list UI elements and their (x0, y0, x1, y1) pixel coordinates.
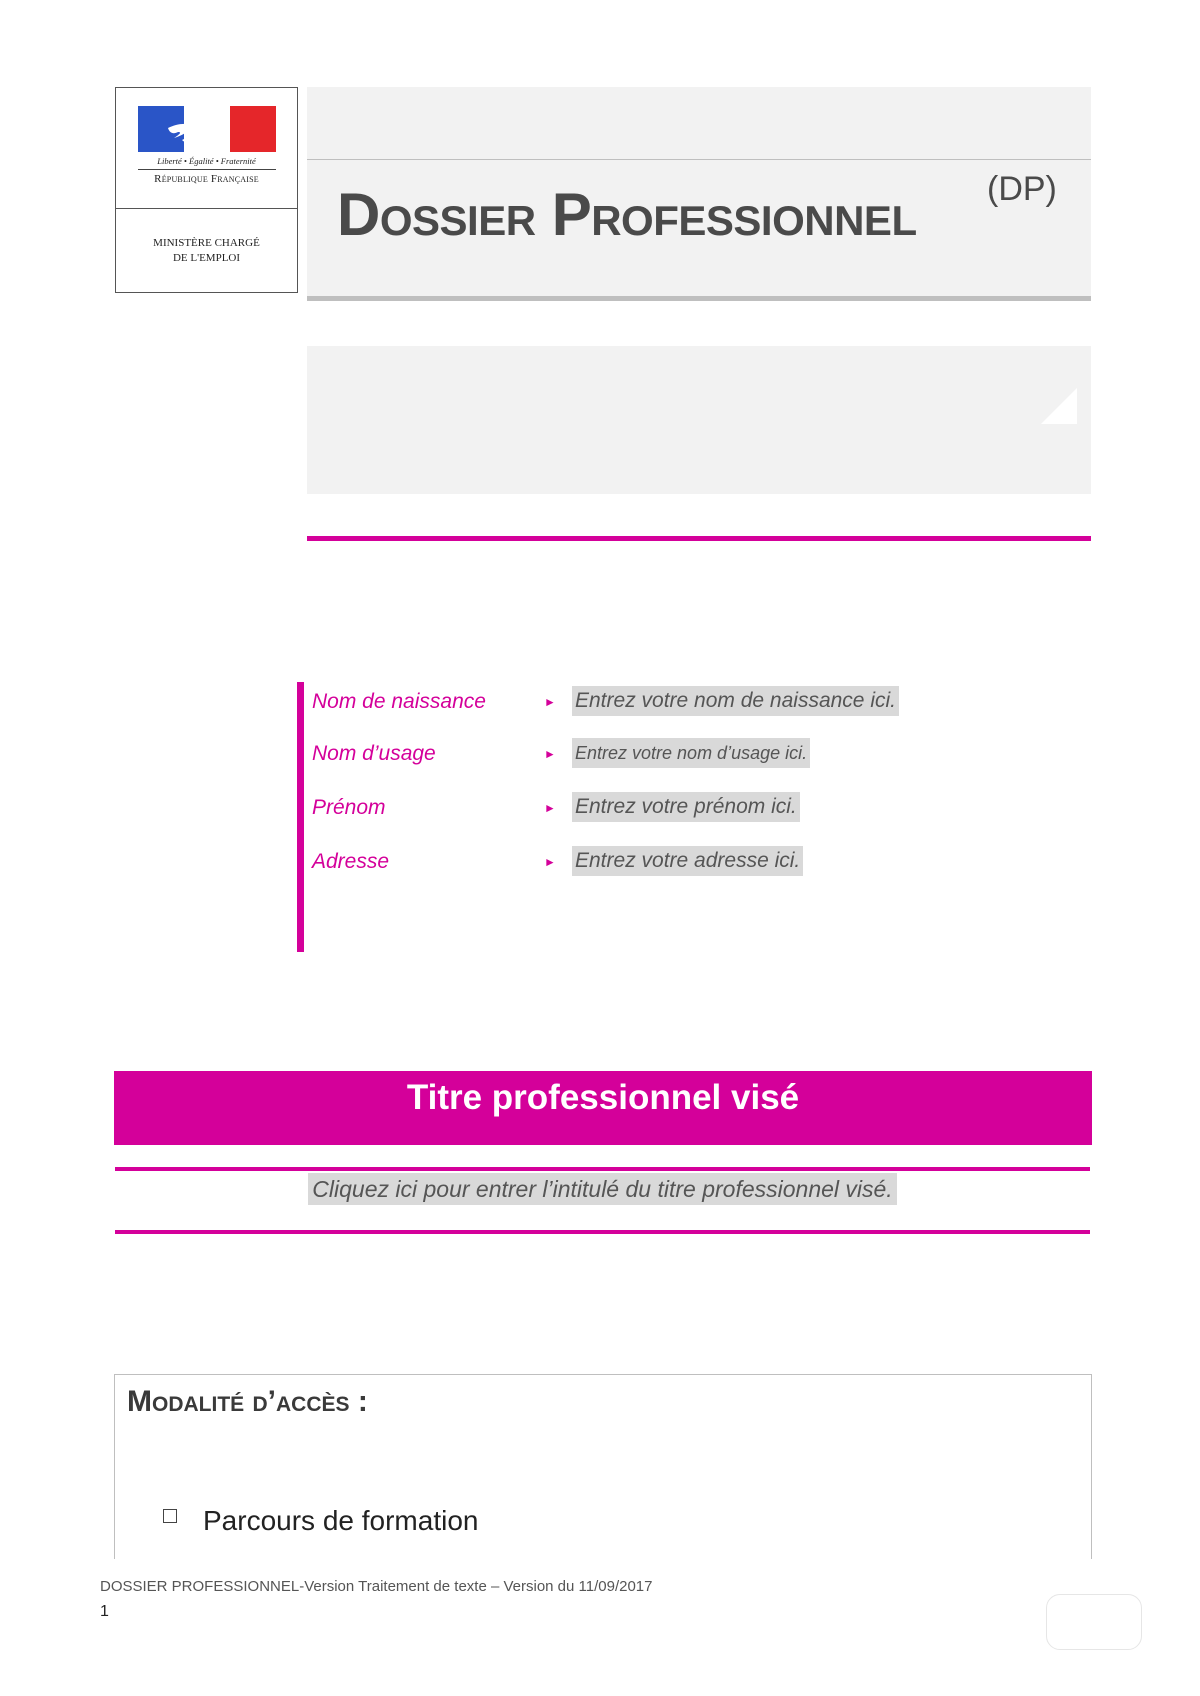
field-label: Nom de naissance (312, 690, 486, 713)
ministry-line-2: DE L'EMPLOI (172, 252, 241, 264)
republique-francaise-logo (115, 87, 298, 293)
adresse-input[interactable]: Entrez votre adresse ici. (572, 846, 803, 876)
arrow-right-icon: ► (544, 855, 556, 869)
parcours-formation-checkbox[interactable] (163, 1509, 177, 1523)
header-top-panel (307, 87, 1091, 160)
document-title-suffix: (DP) (987, 170, 1057, 208)
titre-input-row (115, 1173, 1090, 1205)
header-divider (307, 536, 1091, 541)
republic-motto: Liberté • Égalité • Fraternité (157, 156, 256, 166)
field-prenom (312, 792, 1092, 828)
corner-fold-icon (1041, 388, 1077, 424)
subtitle-panel[interactable] (307, 346, 1091, 494)
identity-side-bar (297, 682, 304, 952)
arrow-right-icon: ► (544, 801, 556, 815)
page-button[interactable] (1046, 1594, 1142, 1650)
titre-top-rule (115, 1167, 1090, 1171)
marianne-flag-icon (138, 106, 276, 152)
titre-banner-text: Titre professionnel visé (406, 1078, 800, 1117)
modalite-title: Modalité d’accès : (127, 1385, 368, 1418)
motto-divider (138, 169, 276, 170)
field-label: Adresse (312, 850, 390, 873)
field-nom-naissance (312, 686, 1092, 722)
arrow-right-icon: ► (544, 747, 556, 761)
footer-text: DOSSIER PROFESSIONNEL-Version Traitement de texte – Version du 11/09/2017 (100, 1578, 653, 1595)
titre-input[interactable]: Cliquez ici pour entrer l’intitulé du titre professionnel visé. (308, 1173, 896, 1205)
nom-naissance-input[interactable]: Entrez votre nom de naissance ici. (572, 686, 899, 716)
arrow-right-icon: ► (544, 695, 556, 709)
prenom-input[interactable]: Entrez votre prénom ici. (572, 792, 800, 822)
page-number: 1 (100, 1603, 109, 1620)
titre-banner (114, 1071, 1092, 1145)
titre-bottom-rule (115, 1230, 1090, 1234)
field-adresse (312, 846, 1092, 882)
parcours-formation-label: Parcours de formation (203, 1505, 479, 1536)
field-nom-usage (312, 738, 1092, 774)
header-title-panel (307, 160, 1091, 301)
republic-name: République Française (154, 173, 259, 185)
ministry-line-1: MINISTÈRE CHARGÉ (153, 237, 260, 249)
document-title: Dossier Professionnel (337, 181, 917, 248)
nom-usage-input[interactable]: Entrez votre nom d’usage ici. (572, 738, 810, 768)
field-label: Nom d’usage (312, 742, 436, 765)
logo-top-section (116, 88, 297, 209)
modalite-acces-box (114, 1374, 1092, 1559)
ministry-name (116, 236, 297, 266)
field-label: Prénom (312, 796, 386, 819)
